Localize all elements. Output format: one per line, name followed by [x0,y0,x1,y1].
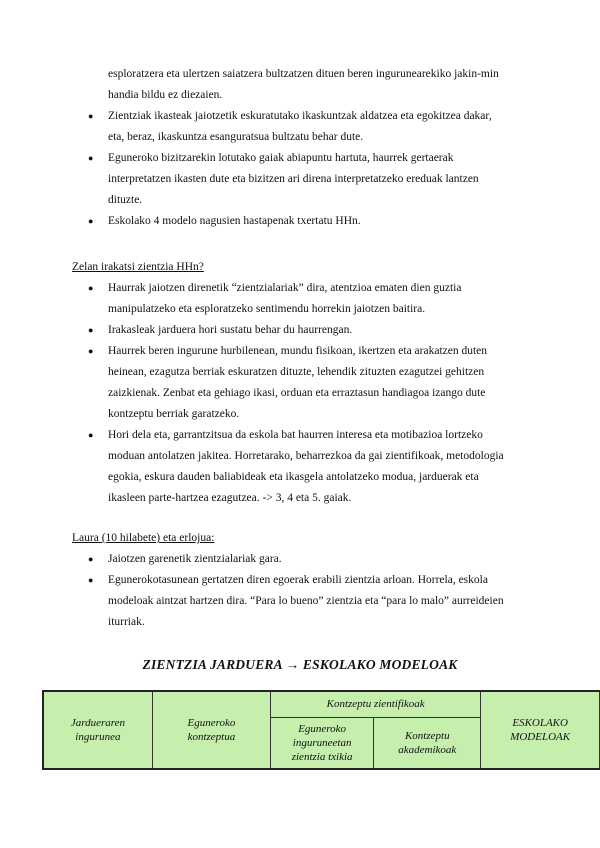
col-jardueraren-ingurunea: Jardueraren ingurunea [43,691,152,769]
bullet-icon: ● [88,554,94,564]
bullet-icon: ● [88,283,94,293]
list-item: ● Eskolako 4 modelo nagusien hastapenak txertatu HHn. [0,211,600,232]
section-laura [0,528,600,633]
list-item: ● Eguneroko bizitzarekin lotutako gaiak abiapuntu hartuta, haurrek gertaerak interpretatzen ikasten dute eta bizitzen ari direna interpretatzeko ereduak lantzen dituzte. [0,148,600,211]
list-item: ● Hori dela eta, garrantzitsua da eskola bat haurren interesa eta motibazioa lortzeko moduan antolatzen jakitea. Horretarako, beharrezkoa da gai zientifikoak, metodologia egokia, eskura dauden baliabideak eta ikasgela antolatzeko modua, jarduerak eta ikasleen parte-hartzea ezagutzea. -> 3, 4 eta 5. gaiak. [0,425,600,509]
section-heading: Laura (10 hilabete) eta erlojua: [72,532,215,544]
models-table [42,690,600,770]
col-kontzeptu-zientifikoak: Kontzeptu zientifikoak [271,691,481,717]
list-item: ● Irakasleak jarduera hori sustatu behar du haurrengan. [0,320,600,341]
col-eskolako-modeloak: ESKOLAKO MODELOAK [481,691,600,769]
continuation-line: handia bildu ez diezaien. [108,89,223,101]
bullet-icon: ● [88,216,94,226]
bullet-icon: ● [88,325,94,335]
list-item: ● Haurrak jaiotzen direnetik “zientzialariak” dira, atentzioa ematen dien guztia manipulatzeko eta esploratzeko sentimendu horrekin jaiotzen baitira. [0,278,600,320]
intro-block [0,64,600,232]
section-how-to-teach [0,257,600,509]
list-item: ● Jaiotzen garenetik zientzialariak gara. [0,549,600,570]
list-item: ● Egunerokotasunean gertatzen diren egoerak erabili zientzia arloan. Horrela, eskola modeloak aintzat hartzen dira. “Para lo bueno” zientzia eta “para lo malo” aurreideien iturriak. [0,570,600,633]
continuation-line: esploratzera eta ulertzen saiatzera bultzatzen dituen beren ingurunearekiko jakin-min [108,68,499,80]
col-eguneroko-kontzeptua: Eguneroko kontzeptua [152,691,270,769]
bullet-icon: ● [88,153,94,163]
table-title: ZIENTZIA JARDUERA → ESKOLAKO MODELOAK [142,657,458,672]
bullet-icon: ● [88,346,94,356]
bullet-icon: ● [88,111,94,121]
bullet-icon: ● [88,575,94,585]
section-heading: Zelan irakatsi zientzia HHn? [72,261,204,273]
list-item: ● Zientziak ikasteak jaiotzetik eskuratutako ikaskuntzak aldatzea eta egokitzea dakar, eta, beraz, ikaskuntza esanguratsua bultzatu behar dute. [0,106,600,148]
subcol-kontzeptu-akademikoak: Kontzeptu akademikoak [374,717,481,769]
list-item: ● Haurrek beren ingurune hurbilenean, mundu fisikoan, ikertzen eta arakatzen duten heinean, ezagutza berriak eskuratzen dituzte, lehendik zituzten ezagutzei gehitzen zaizkienak. Zenbat eta gehiago ikasi, orduan eta erraztasun handiagoa izango dute kontzeptu berriak garatzeko. [0,341,600,425]
bullet-icon: ● [88,430,94,440]
subcol-zientzia-txikia: Eguneroko inguruneetan zientzia txikia [271,717,374,769]
